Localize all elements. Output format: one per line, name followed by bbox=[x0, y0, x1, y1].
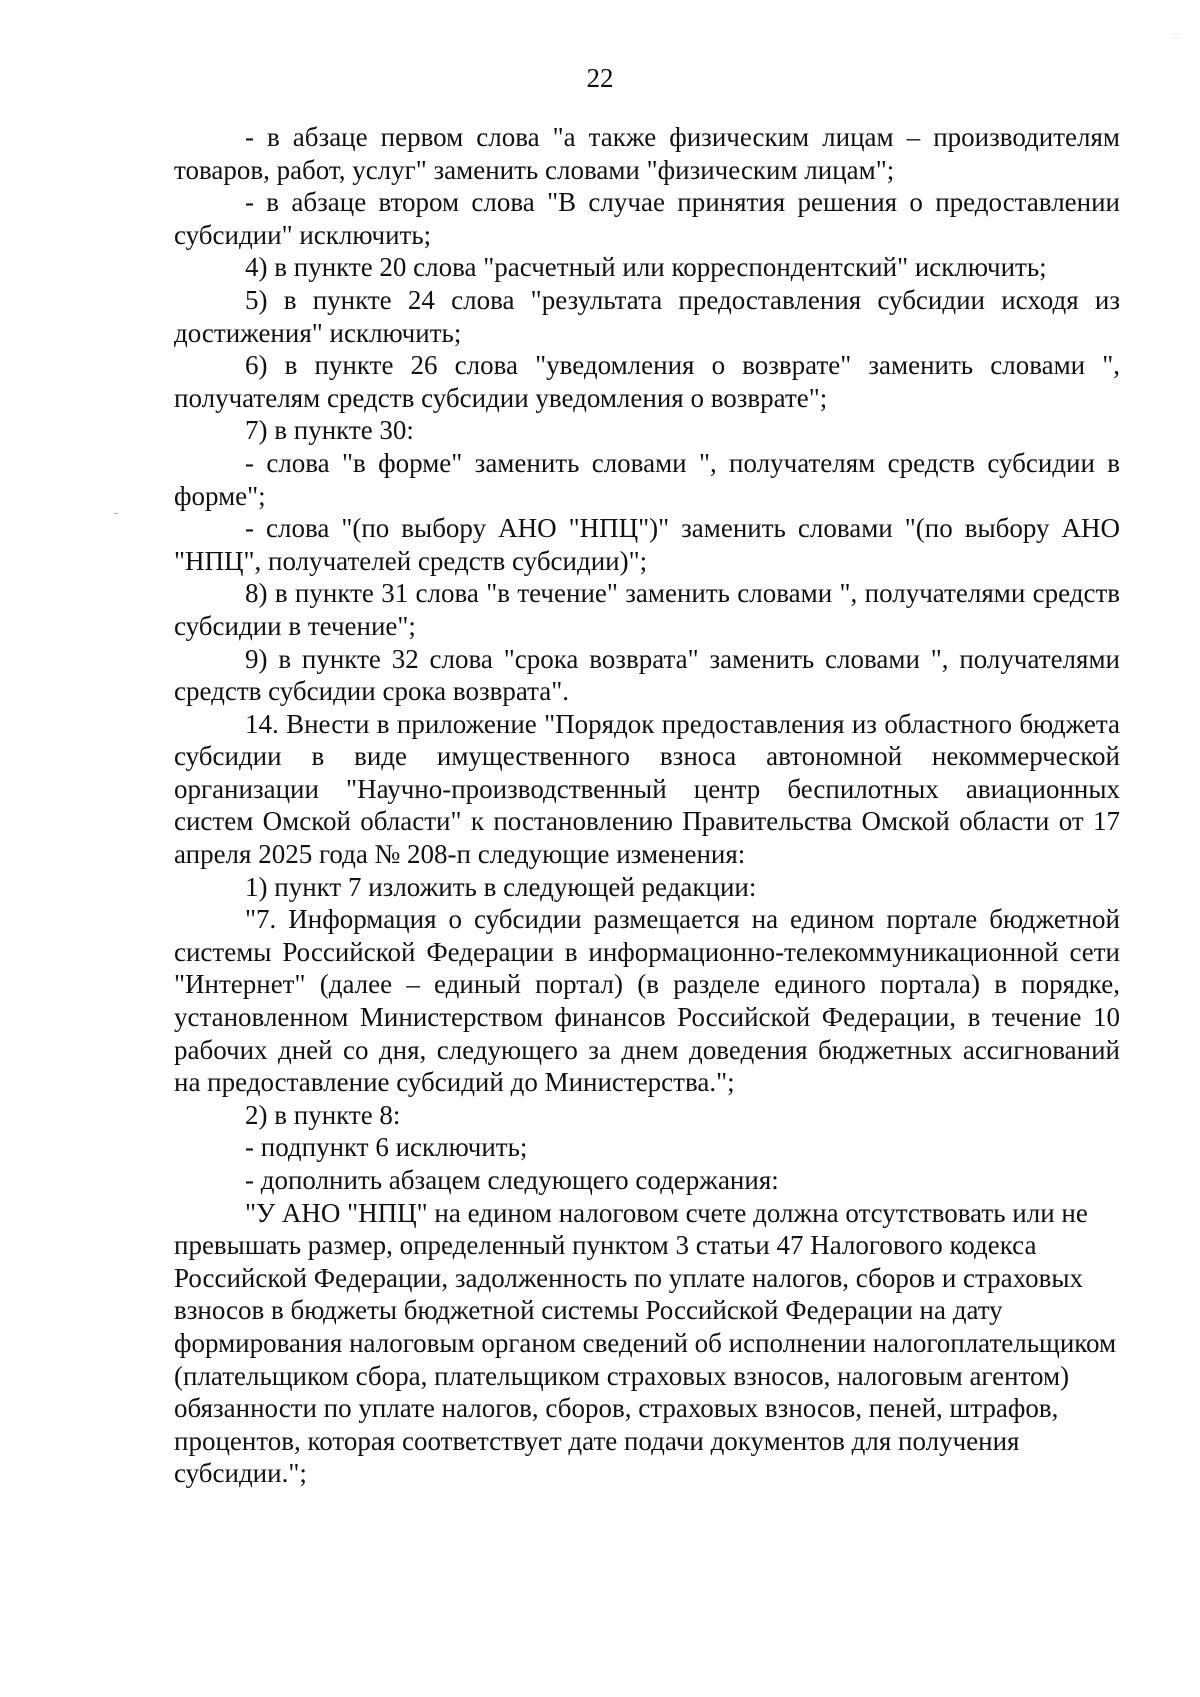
paragraph: - дополнить абзацем следующего содержания: bbox=[245, 1165, 779, 1195]
paragraph: - в абзаце втором слова "В случае принятия решения о предоставлении субсидии" исключить; bbox=[174, 187, 1120, 250]
paragraph: 14. Внести в приложение "Порядок предоставления из областного бюджета субсидии в виде имущественного взноса автономной некоммерческой организации "Научно-производственный центр беспилотных авиационных систем Омской области" к постановлению Правительства Омской области от 17 апреля 2025 года № 208-п следующие изменения: bbox=[174, 708, 1120, 870]
scan-mark: ·˙· bbox=[1172, 34, 1180, 42]
paragraph: - в абзаце первом слова "а также физическим лицам – производителям товаров, работ, услуг" заменить словами "физическим лицам"; bbox=[174, 122, 1120, 185]
document-body bbox=[174, 121, 1120, 1490]
paragraph: "7. Информация о субсидии размещается на едином портале бюджетной системы Российской Федерации в информационно-телекоммуникационной сети "Интернет" (далее – единый портал) (в разделе единого портала) в порядке, установленном Министерством финансов Российской Федерации, в течение 10 рабочих дней со дня, следующего за днем доведения бюджетных ассигнований на предоставление субсидий до Министерства."; bbox=[174, 904, 1120, 1098]
paragraph: 9) в пункте 32 слова "срока возврата" заменить словами ", получателями средств субсидии срока возврата". bbox=[174, 643, 1120, 707]
paragraph: "У АНО "НПЦ" на едином налоговом счете должна отсутствовать или не превышать размер, определенный пунктом 3 статьи 47 Налогового кодекса Российской Федерации, задолженность по уплате налогов, сборов и страховых взносов в бюджеты бюджетной системы Российской Федерации на дату формирования налоговым органом сведений об исполнении налогоплательщиком (плательщиком сбора, плательщиком страховых взносов, налоговым агентом) обязанности по уплате налогов, сборов, страховых взносов, пеней, штрафов, процентов, которая соответствует дате подачи документов для получения субсидии."; bbox=[174, 1197, 1117, 1489]
paragraph: 1) пункт 7 изложить в следующей редакции: bbox=[245, 871, 757, 902]
paragraph: - слова "в форме" заменить словами ", получателям средств субсидии в форме"; bbox=[174, 447, 1120, 511]
paragraph: 7) в пункте 30: bbox=[245, 415, 414, 446]
paragraph: 8) в пункте 31 слова "в течение" заменить словами ", получателями средств субсидии в течение"; bbox=[174, 578, 1120, 641]
paragraph: 2) в пункте 8: bbox=[245, 1099, 401, 1130]
paragraph: - подпункт 6 исключить; bbox=[245, 1132, 528, 1163]
paragraph: - слова "(по выбору АНО "НПЦ")" заменить словами "(по выбору АНО "НПЦ", получателей средств субсидии)"; bbox=[174, 513, 1120, 576]
paragraph: 6) в пункте 26 слова "уведомления о возврате" заменить словами ", получателям средств субсидии уведомления о возврате"; bbox=[174, 350, 1120, 413]
scan-margin-mark bbox=[114, 513, 118, 514]
page-number: 22 bbox=[586, 63, 614, 93]
paragraph: 4) в пункте 20 слова "расчетный или корреспондентский" исключить; bbox=[245, 252, 1047, 283]
paragraph: 5) в пункте 24 слова "результата предоставления субсидии исходя из достижения" исключить; bbox=[174, 284, 1120, 348]
